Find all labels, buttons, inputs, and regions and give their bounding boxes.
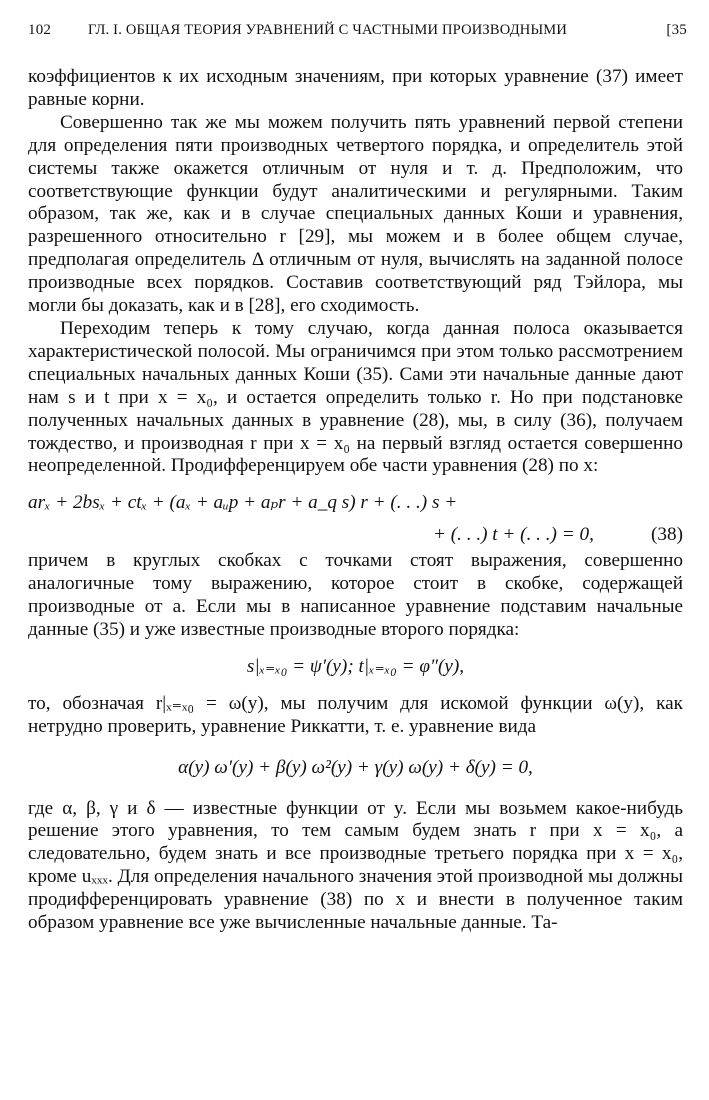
equation-38-line-2: + (. . .) t + (. . .) = 0, — [433, 524, 594, 546]
section-number: [35 — [666, 22, 687, 38]
equation-38-line-1: arₓ + 2bsₓ + ctₓ + (aₓ + aᵤp + aₚr + a_q s) r + (. . .) s + — [28, 492, 458, 514]
paragraph-2: Совершенно так же мы можем получить пять уравнений первой степени для определения пяти производных четвертого порядка, и определитель этой системы также окажется отличным от нуля и т. д. Предположим, что соответствующие функции будут аналитическими и регулярными. Таким образом, так же, как и в случае специальных данных Коши и уравнения, разрешенного относительно r [29], мы можем и в более общем случае, предполагая определитель Δ отличным от нуля, вычислять на заданной полосе производные всех порядков. Составив соответствующий ряд Тэйлора, мы могли бы доказать, как и в [28], его сходимость. — [28, 111, 683, 317]
chapter-title: ГЛ. I. ОБЩАЯ ТЕОРИЯ УРАВНЕНИЙ С ЧАСТНЫМИ ПРОИЗВОДНЫМИ — [88, 22, 568, 38]
page-body — [28, 66, 683, 935]
equation-initial-derivatives: s|ₓ₌ₓ₀ = ψ′(y); t|ₓ₌ₓ₀ = φ″(y), — [246, 655, 465, 677]
paragraph-1: коэффициентов к их исходным значениям, при которых уравнение (37) имеет равные корни. — [28, 66, 683, 110]
paragraph-3: Переходим теперь к тому случаю, когда данная полоса оказывается характеристической полосой. Мы ограничимся при этом только рассмотрением специальных начальных данных Коши (35). Сами эти начальные данные дают нам s и t при x = x₀, и остается определить только r. Но при подстановке полученных начальных данных в уравнение (28), мы, в силу (36), получаем тождество, и производная r при x = x₀ на первый взгляд остается совершенно неопределенной. Продифференцируем обе части уравнения (28) по x: — [28, 317, 683, 477]
equation-38-number: (38) — [651, 524, 683, 546]
running-header — [28, 22, 687, 48]
paragraph-5: то, обозначая r|ₓ₌ₓ₀ = ω(y), мы получим для искомой функции ω(y), как нетрудно проверить, уравнение Риккатти, т. е. уравнение вида — [28, 692, 683, 737]
paragraph-4: причем в круглых скобках с точками стоят выражения, совершенно аналогичные тому выражению, которое стоит в скобке, содержащей производные от a. Если мы в написанное уравнение подставим начальные данные (35) и уже известные производные второго порядка: — [28, 550, 683, 641]
paragraph-6: где α, β, γ и δ — известные функции от y. Если мы возьмем какое-нибудь решение этого уравнения, то тем самым будем знать r при x = x₀, а следовательно, будем знать и все производные третьего порядка при x = x₀, кроме uₓₓₓ. Для определения начального значения этой производной мы должны продифференцировать уравнение (38) по x и внести в полученное таким образом уравнение все уже вычисленные начальные данные. Та- — [28, 797, 683, 934]
page-number: 102 — [28, 22, 52, 38]
equation-38 — [28, 484, 683, 550]
equation-riccati: α(y) ω′(y) + β(y) ω²(y) + γ(y) ω(y) + δ(y) = 0, — [178, 756, 533, 778]
